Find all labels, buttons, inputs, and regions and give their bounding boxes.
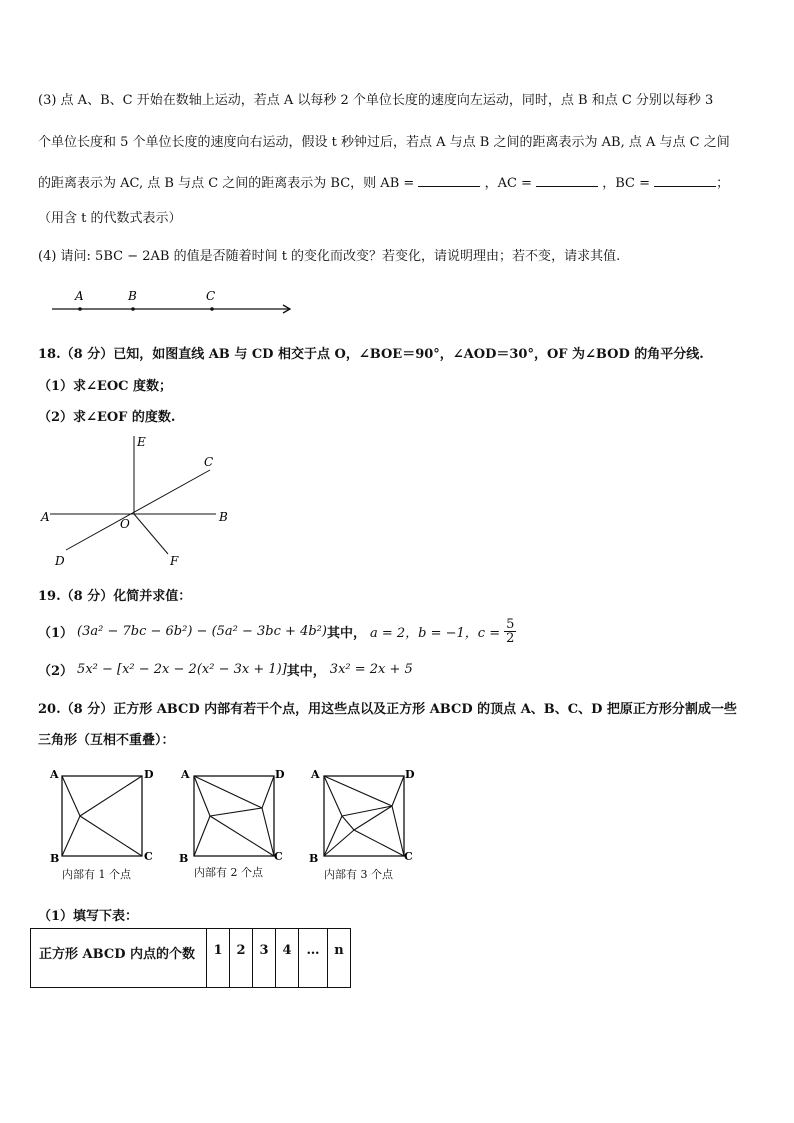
q17-text-ab: 的距离表示为 AC, 点 B 与点 C 之间的距离表示为 BC，则 AB = — [38, 176, 415, 191]
square-outline — [194, 776, 274, 856]
square-outline — [62, 776, 142, 856]
answer-blank-bc[interactable] — [654, 174, 716, 187]
vertex-d-label: D — [144, 768, 154, 781]
square-outline — [324, 776, 404, 856]
q17-text-ac: ，AC = — [484, 176, 532, 191]
point-c-dot — [210, 307, 214, 311]
label-d: D — [55, 554, 65, 568]
number-line-figure — [40, 284, 300, 320]
table-col-cell: n — [328, 929, 351, 988]
q18-sub2: （2）求∠EOF 的度数. — [38, 410, 176, 425]
q19-sub1-values: a = 2，b = −1，c = — [369, 625, 501, 641]
q19-sub1-where: 其中， — [326, 625, 366, 641]
line-cd — [66, 470, 210, 550]
triangulation-lines — [324, 776, 404, 856]
q17-part3-line2: 个单位长度和 5 个单位长度的速度向右运动，假设 t 秒钟过后，若点 A 与点 B 之间的距离表示为 AB, 点 A 与点 C 之间 — [38, 135, 730, 150]
q19-sub2-expression: 5x² − [x² − 2x − 2(x² − 3x + 1)] — [77, 661, 287, 677]
q19-sub2-where: 其中， — [286, 663, 326, 679]
vertex-a-label: A — [181, 768, 190, 781]
q17-part4: (4) 请问: 5BC − 2AB 的值是否随着时间 t 的变化而改变？若变化，请说明理由；若不变，请求其值. — [38, 249, 621, 264]
q17-text-bc: ，BC = — [602, 176, 650, 191]
vertex-d-label: D — [275, 768, 285, 781]
vertex-a-label: A — [50, 768, 59, 781]
point-c-label: C — [206, 289, 216, 303]
fill-in-table — [30, 928, 351, 988]
q17-part3-note: （用含 t 的代数式表示） — [38, 211, 182, 226]
ray-of — [134, 514, 168, 554]
vertex-d-label: D — [405, 768, 415, 781]
square-figure-3 — [306, 764, 418, 864]
point-a-label: A — [75, 289, 84, 303]
answer-blank-ac[interactable] — [536, 174, 598, 187]
vertex-b-label: B — [179, 852, 189, 864]
table-col-cell: 4 — [276, 929, 299, 988]
point-b-dot — [131, 307, 135, 311]
vertex-a-label: A — [311, 768, 320, 781]
label-c: C — [204, 455, 214, 469]
q19-sub1-number: （1） — [38, 625, 74, 641]
q19-sub2 — [38, 658, 413, 680]
vertex-c-label: C — [144, 850, 153, 863]
q17-part3-line3 — [38, 172, 729, 191]
fraction-numerator: 5 — [506, 616, 515, 632]
q18-sub1: （1）求∠EOC 度数； — [38, 379, 173, 394]
table-col-cell: … — [299, 929, 328, 988]
table-col-cell: 2 — [230, 929, 253, 988]
q19-sub1 — [38, 614, 516, 648]
table-col-cell: 3 — [253, 929, 276, 988]
q19-stem: 19.（8 分）化简并求值： — [38, 589, 192, 604]
label-f: F — [170, 554, 179, 568]
vertex-c-label: C — [274, 850, 283, 863]
label-o: O — [120, 517, 130, 531]
triangulation-lines — [62, 776, 142, 856]
table-header-cell: 正方形 ABCD 内点的个数 — [31, 929, 207, 988]
triangulation-lines — [194, 776, 274, 856]
square-2-caption: 内部有 2 个点 — [194, 866, 263, 879]
table-col-cell: 1 — [207, 929, 230, 988]
q20-sub1: （1）填写下表： — [38, 909, 139, 924]
square-figure-2 — [176, 764, 288, 864]
q17-part3-line1: (3) 点 A、B、C 开始在数轴上运动，若点 A 以每秒 2 个单位长度的速度向左运动，同时，点 B 和点 C 分别以每秒 3 — [38, 93, 714, 108]
q19-sub2-number: （2） — [38, 663, 74, 679]
point-a-dot — [78, 307, 82, 311]
vertex-b-label: B — [309, 852, 319, 864]
angle-figure — [30, 430, 250, 572]
point-b-label: B — [128, 289, 137, 303]
vertex-c-label: C — [404, 850, 413, 863]
q19-sub1-fraction — [504, 618, 516, 645]
q19-sub1-expression: (3a² − 7bc − 6b²) − (5a² − 3bc + 4b²) — [77, 623, 327, 639]
table-row — [31, 929, 351, 988]
label-a: A — [41, 510, 50, 524]
square-3-caption: 内部有 3 个点 — [324, 868, 393, 881]
q17-text-end: ； — [716, 176, 730, 191]
vertex-b-label: B — [50, 852, 60, 864]
label-b: B — [219, 510, 228, 524]
square-figure-1 — [46, 764, 158, 864]
square-1-caption: 内部有 1 个点 — [62, 868, 131, 881]
q20-stem-line2: 三角形（互相不重叠）： — [38, 733, 175, 748]
label-e: E — [137, 435, 146, 449]
q19-sub2-condition: 3x² = 2x + 5 — [329, 661, 413, 677]
fraction-denominator: 2 — [506, 630, 515, 646]
q20-stem-line1: 20.（8 分）正方形 ABCD 内部有若干个点，用这些点以及正方形 ABCD 的顶点 A、B、C、D 把原正方形分割成一些 — [38, 702, 737, 717]
q18-stem: 18.（8 分）已知，如图直线 AB 与 CD 相交于点 O，∠BOE＝90°，∠AOD＝30°，OF 为∠BOD 的角平分线. — [38, 347, 704, 362]
answer-blank-ab[interactable] — [418, 174, 480, 187]
